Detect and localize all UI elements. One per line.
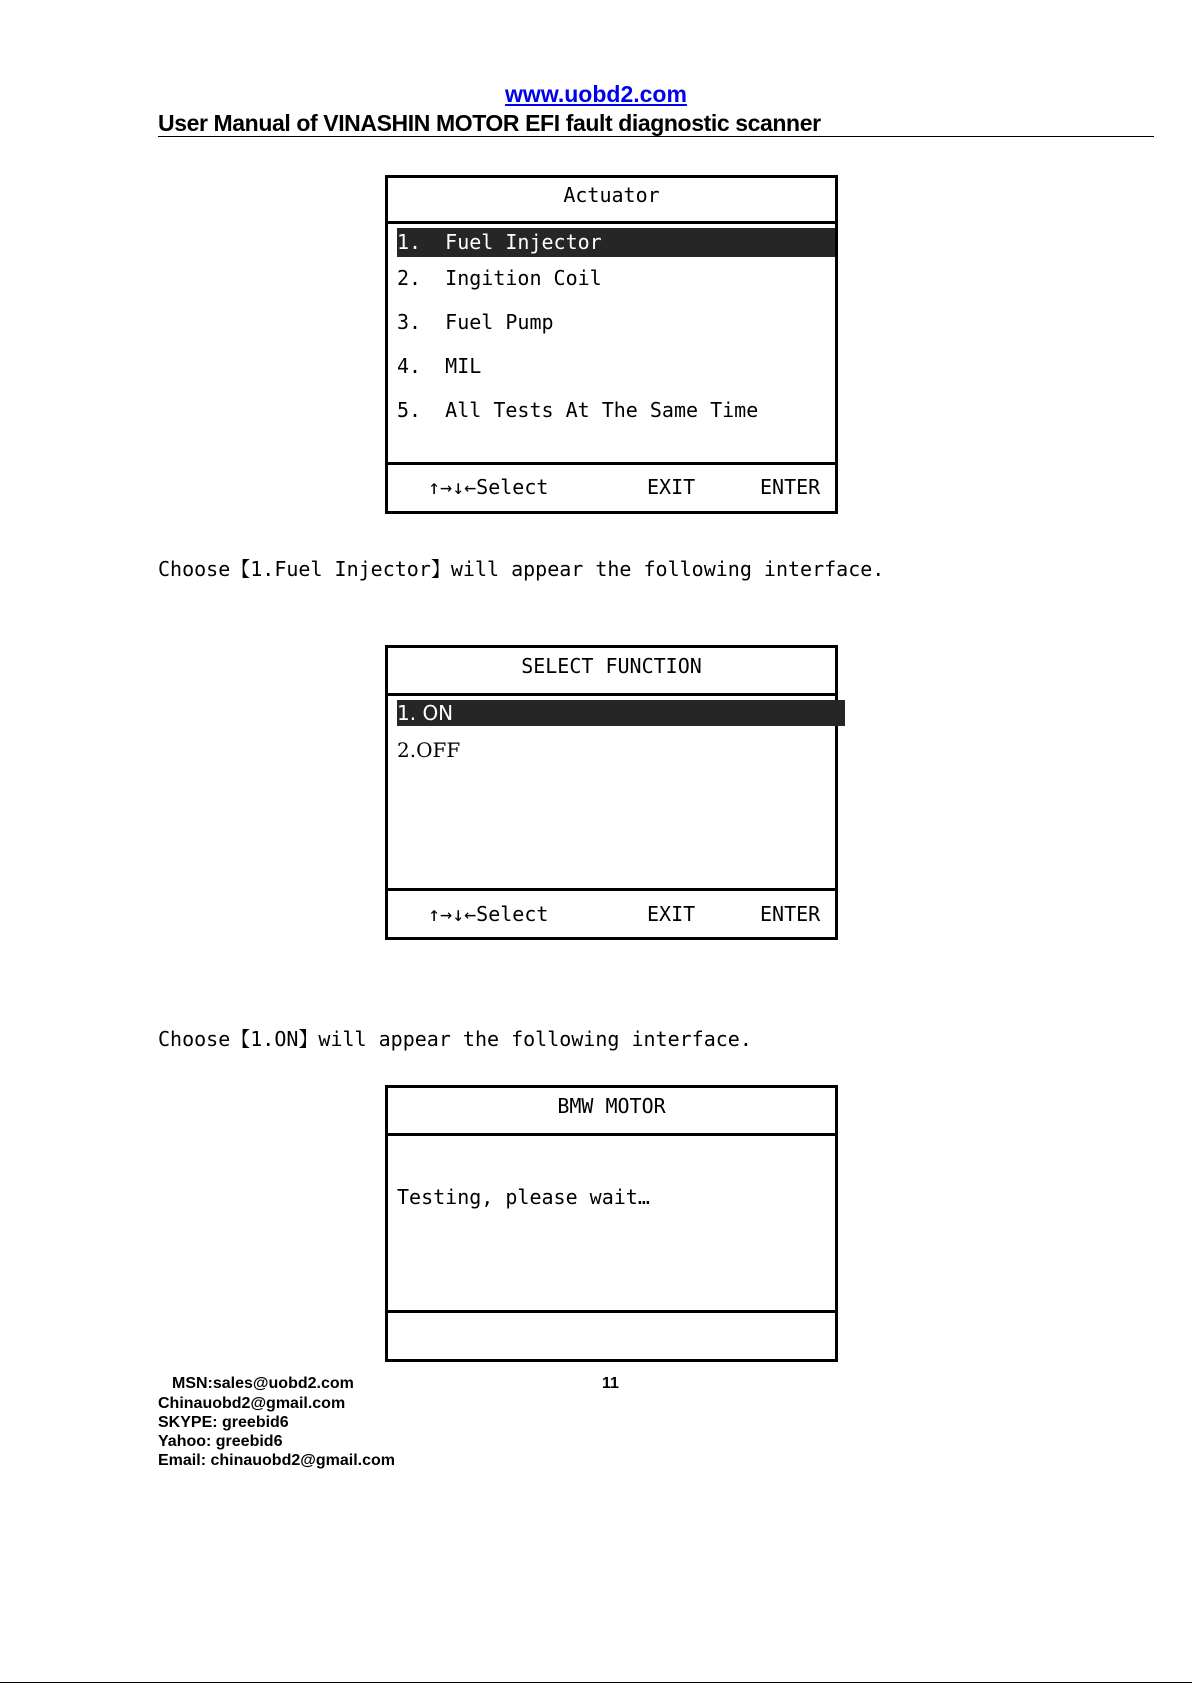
menu-item-off[interactable]: 2.OFF xyxy=(397,738,461,762)
screen-title: BMW MOTOR xyxy=(557,1094,666,1118)
manual-title: User Manual of VINASHIN MOTOR EFI fault diagnostic scanner xyxy=(158,110,821,136)
testing-message: Testing, please wait… xyxy=(397,1185,650,1209)
screen-divider xyxy=(388,221,835,224)
menu-item-mil[interactable]: 4. MIL xyxy=(397,354,482,378)
menu-item-all-tests[interactable]: 5. All Tests At The Same Time xyxy=(397,398,759,422)
exit-button[interactable]: EXIT xyxy=(647,902,696,926)
instruction-text: Choose【1.Fuel Injector】will appear the following interface. xyxy=(158,557,885,581)
header-url-link[interactable]: www.uobd2.com xyxy=(505,81,687,107)
footer-email: Email: chinauobd2@gmail.com xyxy=(158,1452,395,1469)
menu-item-ignition-coil[interactable]: 2. Ingition Coil xyxy=(397,266,602,290)
instruction-text: Choose【1.ON】will appear the following interface. xyxy=(158,1027,752,1051)
select-arrows-label: ↑→↓←Select xyxy=(428,475,549,499)
menu-item-fuel-injector[interactable]: 1. Fuel Injector xyxy=(397,228,835,257)
footer-gmail: Chinauobd2@gmail.com xyxy=(158,1395,346,1412)
screen-divider xyxy=(388,693,835,696)
header-divider xyxy=(158,136,1154,137)
menu-item-on[interactable]: 1. ON xyxy=(397,700,845,726)
screen-divider xyxy=(388,1133,835,1136)
exit-button[interactable]: EXIT xyxy=(647,475,696,499)
screen-divider xyxy=(388,1310,835,1313)
screen-title: Actuator xyxy=(563,183,660,207)
select-function-screen xyxy=(385,645,838,940)
menu-item-fuel-pump[interactable]: 3. Fuel Pump xyxy=(397,310,554,334)
enter-button[interactable]: ENTER xyxy=(760,475,821,499)
footer-yahoo: Yahoo: greebid6 xyxy=(158,1433,283,1450)
select-arrows-label: ↑→↓←Select xyxy=(428,902,549,926)
footer-skype: SKYPE: greebid6 xyxy=(158,1414,289,1431)
actuator-screen xyxy=(385,175,838,514)
screen-divider xyxy=(388,462,835,465)
page-bottom-edge xyxy=(0,1682,1192,1683)
screen-divider xyxy=(388,888,835,891)
enter-button[interactable]: ENTER xyxy=(760,902,821,926)
screen-title: SELECT FUNCTION xyxy=(521,654,702,678)
testing-screen xyxy=(385,1085,838,1362)
page-number: 11 xyxy=(602,1375,619,1392)
footer-msn: MSN:sales@uobd2.com xyxy=(172,1375,354,1392)
